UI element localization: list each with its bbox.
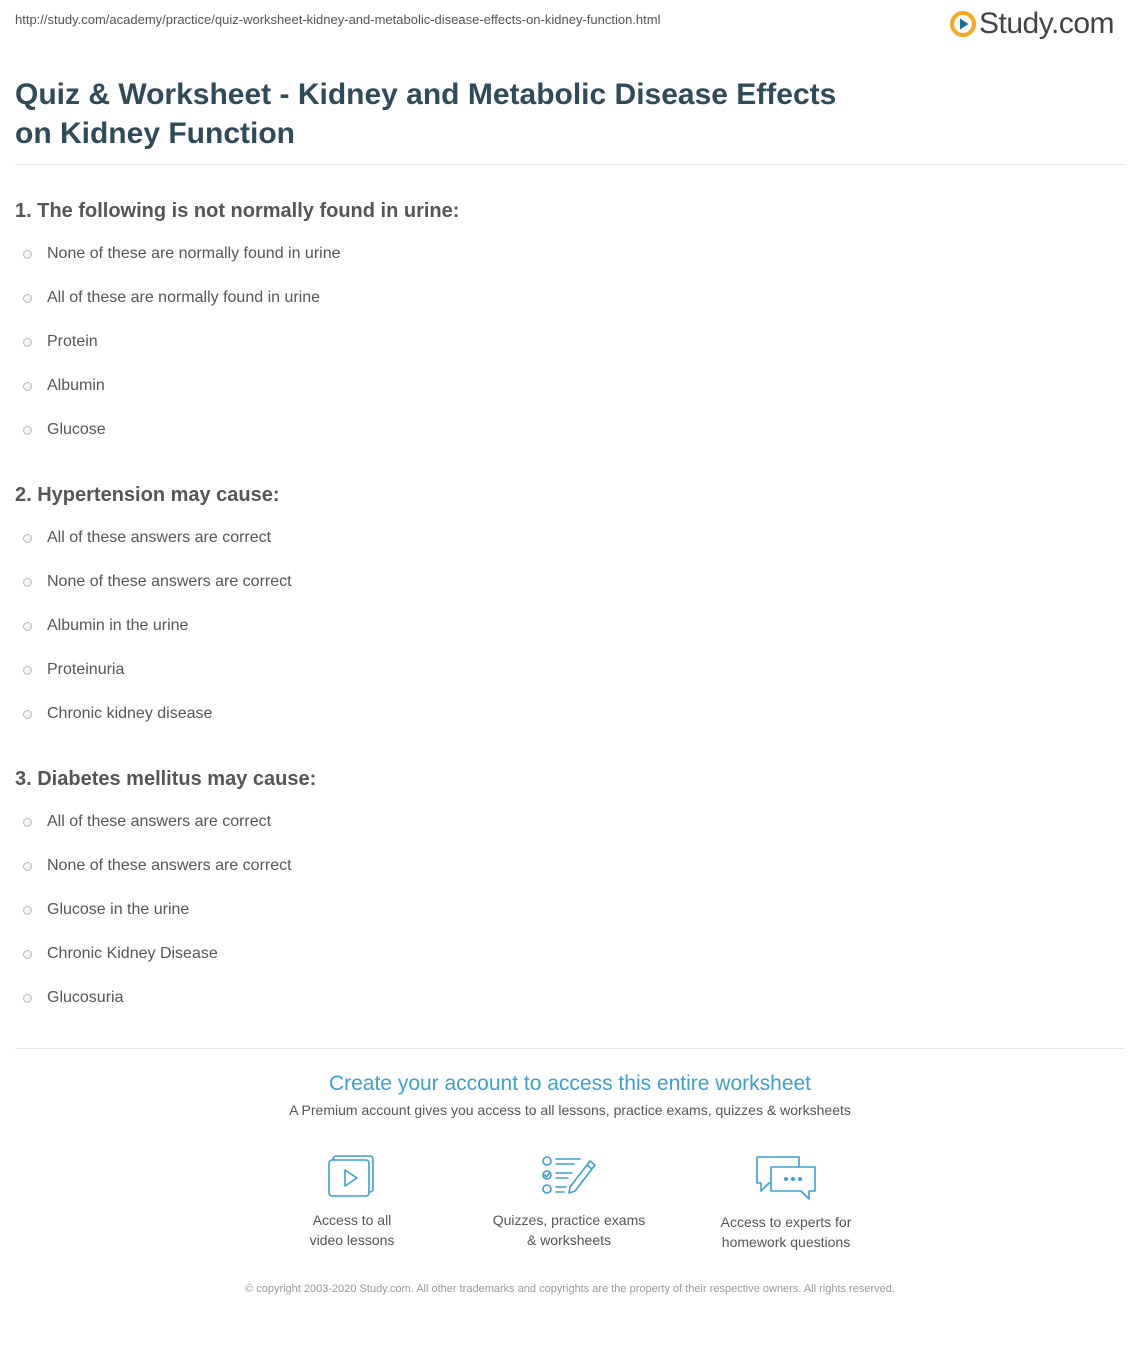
- play-circle-icon: [950, 11, 976, 37]
- radio-button[interactable]: [23, 994, 32, 1003]
- answer-label: Chronic Kidney Disease: [47, 945, 218, 962]
- title-divider: [15, 164, 1125, 165]
- feature-label-line: Access to experts for: [720, 1214, 852, 1230]
- answer-option[interactable]: [23, 856, 292, 876]
- feature-experts: [686, 1153, 886, 1252]
- radio-button[interactable]: [23, 818, 32, 827]
- create-account-link[interactable]: Create your account to access this entire worksheet: [328, 1072, 812, 1095]
- answer-option[interactable]: [23, 420, 106, 440]
- radio-button[interactable]: [23, 906, 32, 915]
- radio-button[interactable]: [23, 862, 32, 871]
- feature-label-line: Quizzes, practice exams: [492, 1212, 646, 1228]
- page-title: Quiz & Worksheet - Kidney and Metabolic Disease Effects on Kidney Function: [15, 78, 837, 150]
- chat-bubbles-icon: [754, 1153, 818, 1201]
- radio-button[interactable]: [23, 534, 32, 543]
- feature-video-lessons: [252, 1153, 452, 1250]
- answer-option[interactable]: [23, 900, 189, 920]
- radio-button[interactable]: [23, 382, 32, 391]
- answer-option[interactable]: [23, 944, 218, 964]
- logo-text: Study.com: [979, 7, 1114, 40]
- answer-label: None of these answers are correct: [47, 857, 292, 874]
- question-2: 2. Hypertension may cause:: [15, 484, 280, 506]
- radio-button[interactable]: [23, 950, 32, 959]
- answer-label: Albumin in the urine: [47, 617, 189, 634]
- answer-option[interactable]: [23, 572, 292, 592]
- answer-label: Protein: [47, 333, 98, 350]
- study-logo[interactable]: [950, 7, 1114, 41]
- answer-option[interactable]: [23, 288, 320, 308]
- answer-option[interactable]: [23, 332, 98, 352]
- answer-label: None of these are normally found in urine: [47, 245, 341, 262]
- answer-option[interactable]: [23, 528, 271, 548]
- feature-label-line: homework questions: [721, 1234, 851, 1250]
- feature-label-line: & worksheets: [526, 1232, 612, 1248]
- premium-description: A Premium account gives you access to all lessons, practice exams, quizzes & worksheets: [289, 1102, 851, 1118]
- quiz-checklist-icon: [540, 1153, 598, 1199]
- answer-option[interactable]: [23, 660, 124, 680]
- section-divider: [15, 1048, 1125, 1049]
- radio-button[interactable]: [23, 578, 32, 587]
- answer-label: Albumin: [47, 377, 105, 394]
- radio-button[interactable]: [23, 426, 32, 435]
- answer-label: Glucose: [47, 421, 106, 438]
- radio-button[interactable]: [23, 710, 32, 719]
- answer-label: All of these are normally found in urine: [47, 289, 321, 306]
- radio-button[interactable]: [23, 250, 32, 259]
- feature-label-line: Access to all: [312, 1212, 392, 1228]
- radio-button[interactable]: [23, 622, 32, 631]
- question-1: 1. The following is not normally found in urine:: [15, 200, 460, 222]
- feature-label-line: video lessons: [309, 1232, 395, 1248]
- answer-label: Glucose in the urine: [47, 901, 190, 918]
- radio-button[interactable]: [23, 666, 32, 675]
- feature-quizzes: [469, 1153, 669, 1250]
- answer-option[interactable]: [23, 376, 105, 396]
- copyright-text: © copyright 2003-2020 Study.com. All other trademarks and copyrights are the property of their respective owners. All rights reserved.: [245, 1283, 895, 1295]
- answer-option[interactable]: [23, 812, 271, 832]
- radio-button[interactable]: [23, 338, 32, 347]
- answer-label: Chronic kidney disease: [47, 705, 213, 722]
- video-lesson-icon: [326, 1153, 378, 1199]
- radio-button[interactable]: [23, 294, 32, 303]
- question-3: 3. Diabetes mellitus may cause:: [15, 768, 317, 790]
- answer-option[interactable]: [23, 616, 188, 636]
- answer-label: All of these answers are correct: [47, 813, 272, 830]
- answer-option[interactable]: [23, 988, 123, 1008]
- page-url: http://study.com/academy/practice/quiz-worksheet-kidney-and-metabolic-disease-effects-on-kidney-function.html: [15, 12, 661, 27]
- answer-label: Proteinuria: [47, 661, 125, 678]
- answer-label: All of these answers are correct: [47, 529, 272, 546]
- answer-option[interactable]: [23, 704, 212, 724]
- answer-label: None of these answers are correct: [47, 573, 292, 590]
- answer-label: Glucosuria: [47, 989, 124, 1006]
- answer-option[interactable]: [23, 244, 341, 264]
